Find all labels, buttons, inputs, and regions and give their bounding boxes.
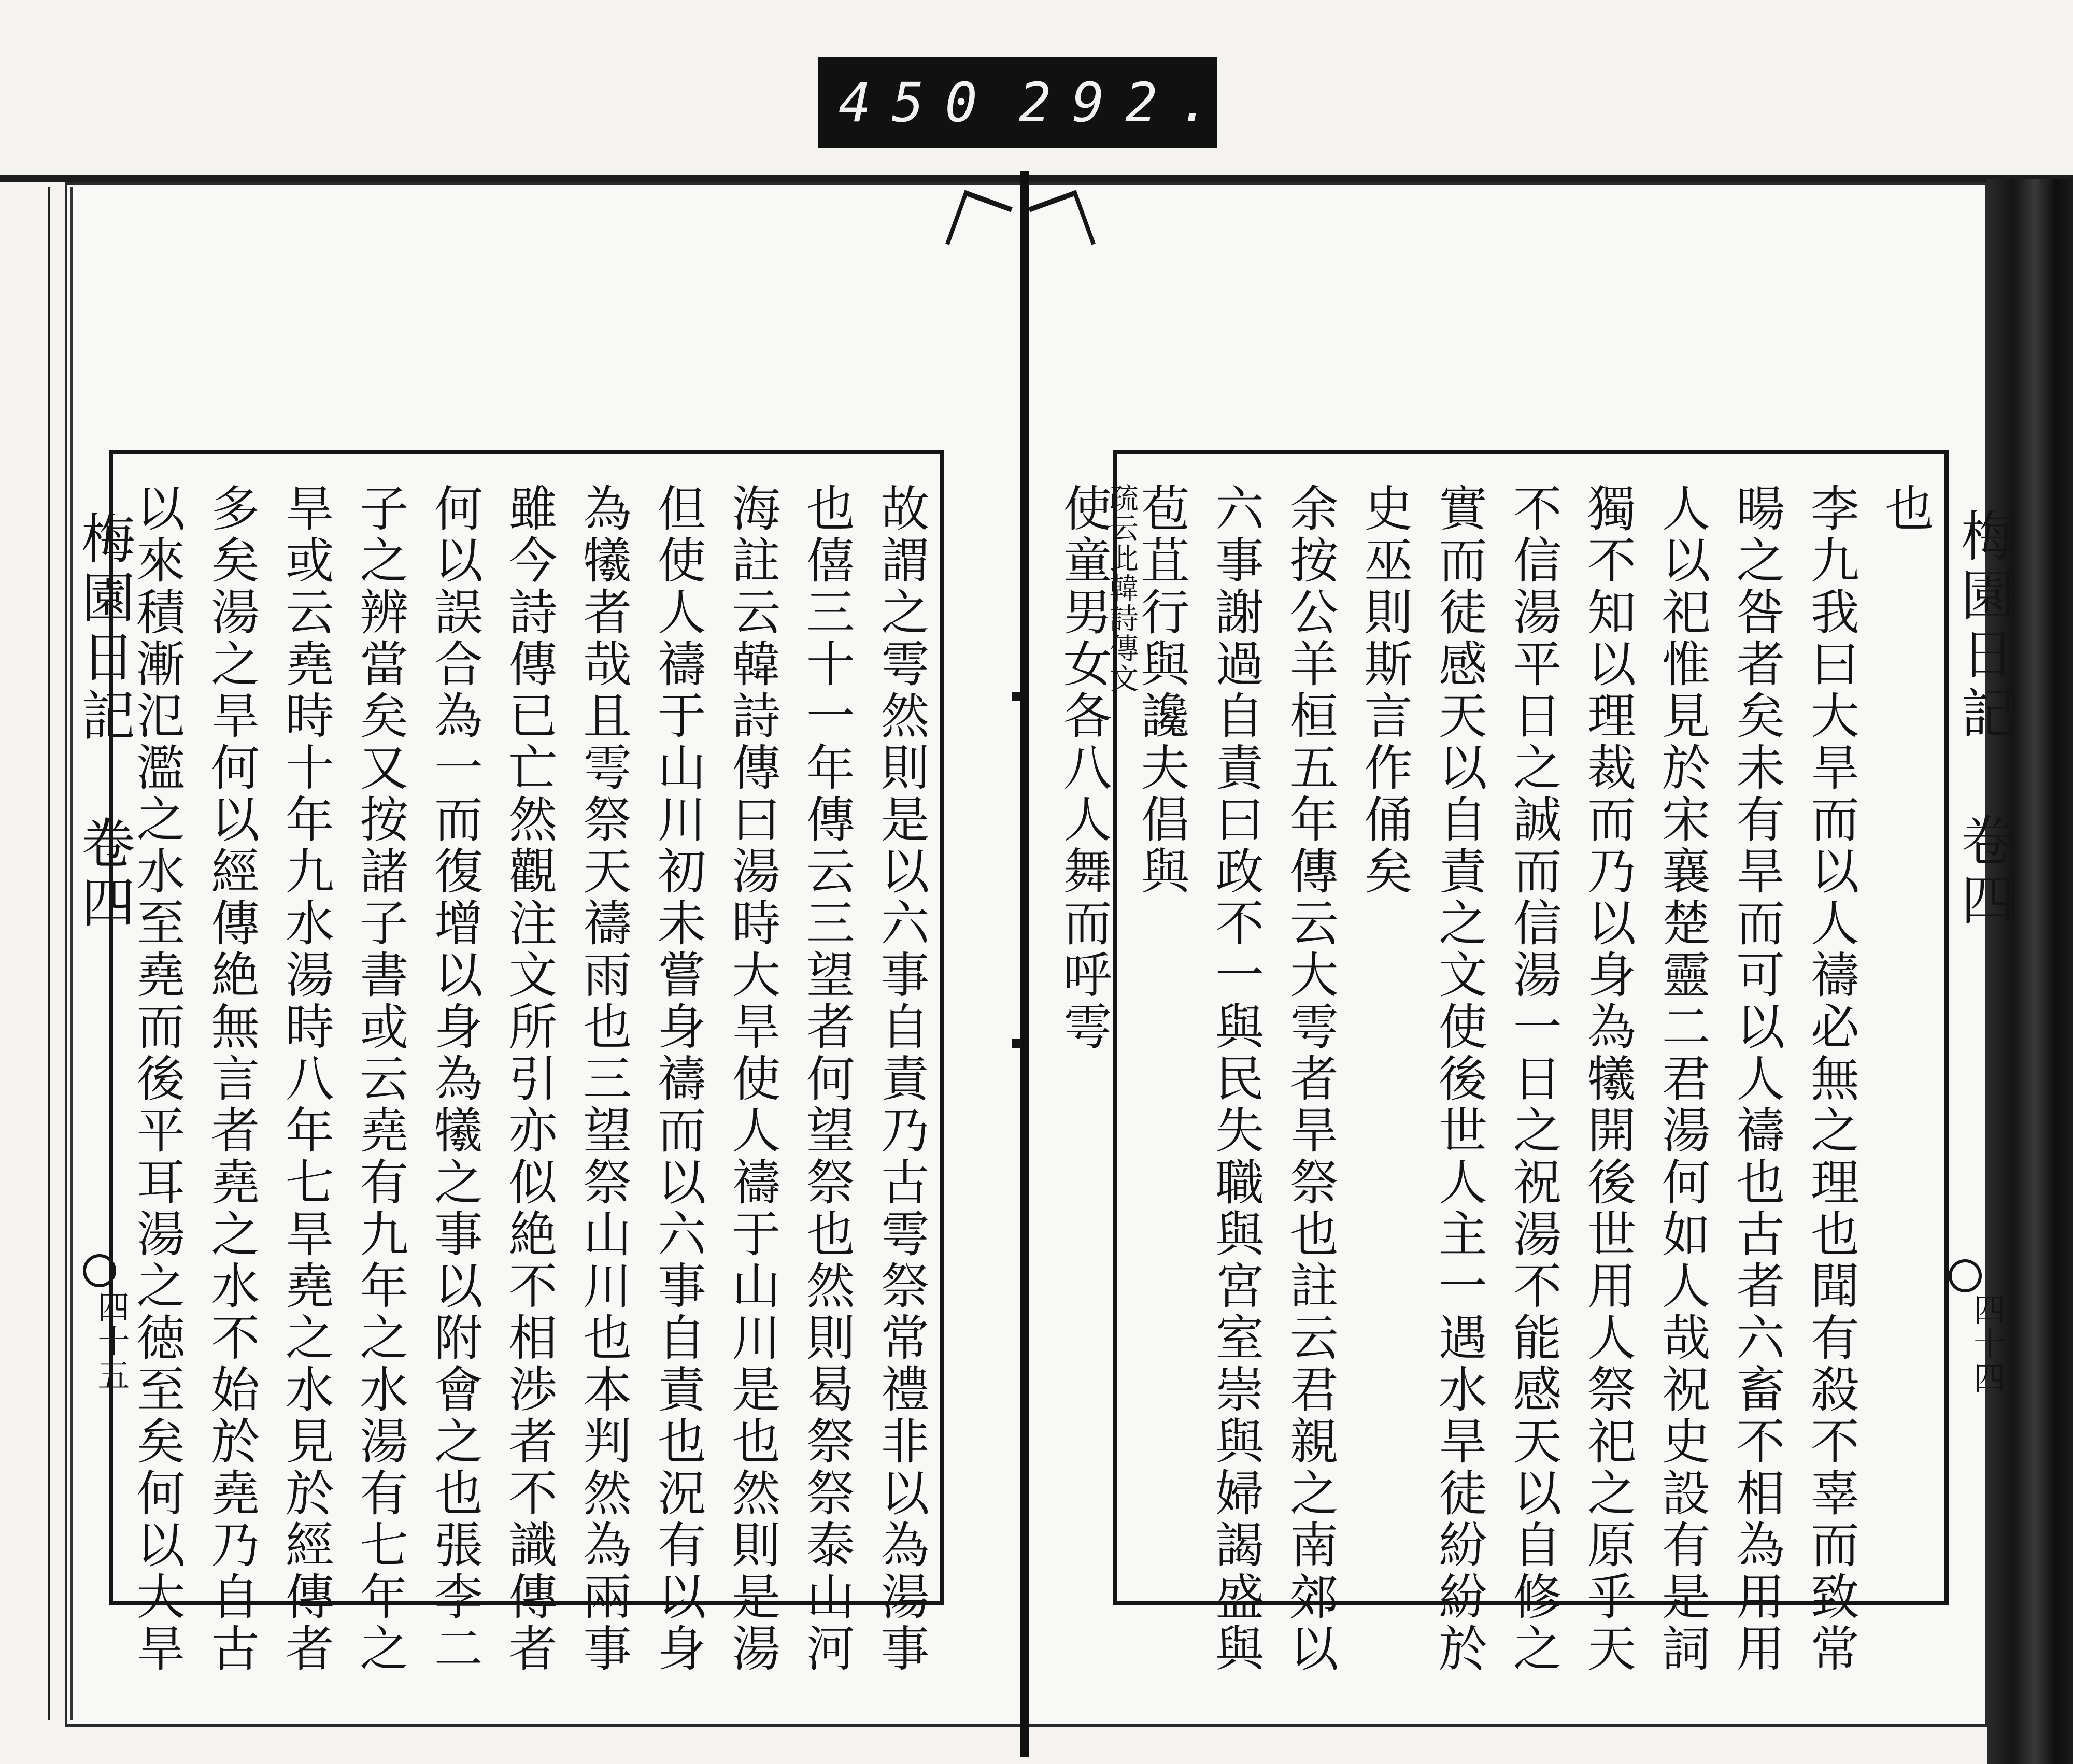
text-column: 為犧者哉且雩祭天禱雨也三望祭山川也本判然為兩事 bbox=[574, 483, 631, 1675]
text-column: 也僖三十一年傳云三望者何望祭也然則曷祭祭泰山河 bbox=[798, 483, 855, 1675]
left-text-block bbox=[128, 483, 929, 1675]
annotation-note: 疏云此韓詩傳文 bbox=[1105, 483, 1139, 693]
book-gutter bbox=[1020, 171, 1029, 1757]
gutter-mark bbox=[1012, 1039, 1021, 1048]
text-column: 實而徒感天以自責之文使後世人主一遇水旱徒紛紛於 bbox=[1430, 483, 1487, 1675]
right-page-number: 四十四 bbox=[1968, 1293, 2006, 1396]
text-column: 史巫則斯言作俑矣 bbox=[1355, 483, 1412, 898]
right-text-frame bbox=[1055, 450, 1949, 1675]
left-book-edge bbox=[48, 187, 73, 1720]
right-fishtail-circle bbox=[1949, 1259, 1982, 1292]
text-column: 子之辨當矣又按諸子書或云堯有九年之水湯有七年之 bbox=[351, 483, 408, 1675]
text-column: 何以誤合為一而復增以身為犧之事以附會之也張李二 bbox=[425, 483, 482, 1675]
book-top-edge bbox=[0, 175, 2073, 182]
text-column: 海註云韓詩傳曰湯時大旱使人禱于山川是也然則是湯 bbox=[723, 483, 780, 1675]
text-column: 獨不知以理裁而乃以身為犧開後世用人祭祀之原乎天 bbox=[1579, 483, 1636, 1675]
text-column: 雖今詩傳已亡然觀注文所引亦似絶不相渉者不識傳者 bbox=[500, 483, 557, 1675]
right-margin-title: 梅園日記 卷四 bbox=[1952, 508, 2015, 931]
text-column: 也 bbox=[1876, 483, 1933, 535]
text-column: 李九我曰大旱而以人禱必無之理也聞有殺不辜而致常 bbox=[1802, 483, 1859, 1675]
right-book-edge bbox=[1987, 179, 2073, 1764]
text-column: 以來積漸氾濫之水至堯而後平耳湯之徳至矣何以大旱 bbox=[128, 483, 184, 1675]
text-column-mixed bbox=[1055, 483, 1189, 1581]
text-column: 不信湯平日之誠而信湯一日之祝湯不能感天以自修之 bbox=[1504, 483, 1561, 1675]
gutter-mark bbox=[1012, 692, 1021, 701]
text-column: 多矣湯之旱何以經傳絶無言者堯之水不始於堯乃自古 bbox=[202, 483, 259, 1675]
left-text-frame bbox=[109, 450, 944, 1675]
right-text-block bbox=[1055, 483, 1933, 1675]
archive-label-left-number: 450 bbox=[839, 70, 998, 134]
text-column: 但使人禱于山川初未嘗身禱而以六事自責也況有以身 bbox=[649, 483, 706, 1675]
text-column-segment: 使童男女各八人舞而呼雩 bbox=[1055, 483, 1111, 1053]
text-column-segment: 苞苴行與讒夫倡與 bbox=[1132, 483, 1189, 898]
text-column: 人以祀惟見於宋襄楚靈二君湯何如人哉祝史設有是詞 bbox=[1653, 483, 1710, 1675]
left-margin-title: 梅園日記 卷四 bbox=[72, 510, 135, 933]
left-page-number: 四十五 bbox=[92, 1290, 130, 1393]
text-column: 六事謝過自責曰政不一與民失職與宮室崇與婦謁盛與 bbox=[1206, 483, 1263, 1675]
text-column: 旱或云堯時十年九水湯時八年七旱堯之水見於經傳者 bbox=[277, 483, 334, 1675]
archive-label bbox=[818, 57, 1232, 148]
text-column: 暘之咎者矣未有旱而可以人禱也古者六畜不相為用用 bbox=[1727, 483, 1784, 1675]
text-column: 故謂之雩然則是以六事自責乃古雩祭常禮非以為湯事 bbox=[872, 483, 929, 1675]
archive-label-right-number: 292. bbox=[1018, 70, 1232, 134]
text-column: 余按公羊桓五年傳云大雩者旱祭也註云君親之南郊以 bbox=[1281, 483, 1338, 1675]
